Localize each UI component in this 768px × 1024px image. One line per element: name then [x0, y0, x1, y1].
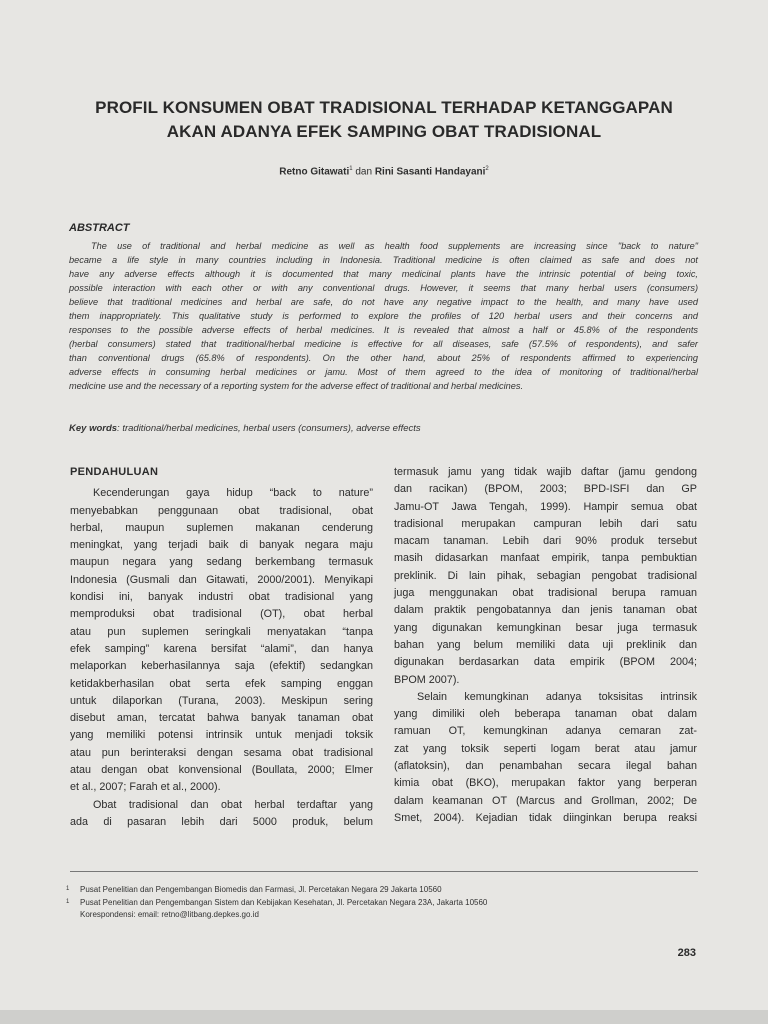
author-name: Retno Gitawati — [279, 166, 350, 178]
abstract-line: them inappropriately. This qualitative study is performed to explore the profiles of 120 herbal users and their concerns and — [69, 311, 698, 321]
right-column — [394, 464, 697, 827]
body-line: atau pun suplemen seringkali menyatakan “tanpa — [70, 625, 373, 638]
abstract-body — [69, 239, 698, 393]
body-line: kimia obat (BKO), merupakan faktor yang berperan — [394, 777, 697, 790]
body-line: yang digunakan kemungkinan besar juga termasuk — [394, 621, 697, 634]
body-line: Obat tradisional dan obat herbal terdaftar yang — [93, 798, 373, 811]
body-line: masih didasarkan manfaat empirik, tanpa pembuktian — [394, 552, 697, 565]
affiliation-mark: 1 — [349, 166, 353, 172]
body-line: yang dimiliki oleh beberapa tanaman obat dalam — [394, 708, 697, 721]
abstract-line: have any adverse effects although it is documented that many medicinal plants have the intrinsic potential of being toxic, — [69, 269, 698, 279]
body-line: Smet, 2004). Kejadian tidak diinginkan berupa reaksi — [394, 811, 697, 824]
body-line: dalam keamanan OT (Marcus and Grollman, 2002; De — [394, 794, 697, 807]
footnote-text: Pusat Penelitian dan Pengembangan Sistem dan Kebijakan Kesehatan, Jl. Percetakan Negara 23A, Jakarta 10560 — [80, 898, 488, 907]
footnote — [66, 884, 706, 895]
abstract-line: than conventional drugs (65.8% of respondents). On the other hand, about 25% of respondents affirmed to experiencing — [69, 353, 698, 363]
footnote — [66, 897, 706, 908]
body-line: Indonesia (Gusmali dan Gitawati, 2000/2001). Menyikapi — [70, 573, 373, 586]
body-line: melaporkan keberhasilannya saja (efektif) sedangkan — [70, 660, 373, 673]
footnote-mark: 1 — [66, 899, 70, 905]
body-line: Kecenderungan gaya hidup “back to nature” — [93, 487, 373, 500]
abstract-heading: ABSTRACT — [69, 222, 130, 234]
abstract-line: believe that traditional medicines and herbal are safe, do not have any negative impact to the health, and many have used — [69, 297, 698, 307]
body-line: macam tanaman. Lebih dari 90% produk tersebut — [394, 535, 697, 548]
title-line: PROFIL KONSUMEN OBAT TRADISIONAL TERHADAP KETANGGAPAN — [95, 98, 673, 117]
body-line: meningkat, yang terjadi baik di banyak negara maju — [70, 539, 373, 552]
body-line: zat yang toksik seperti logam berat atau jamur — [394, 742, 697, 755]
footnote-rule — [70, 871, 698, 872]
scan-edge — [0, 1010, 768, 1024]
body-line: yang memiliki potensi intrinsik untuk menjadi toksik — [70, 729, 373, 742]
section-heading: PENDAHULUAN — [70, 466, 159, 478]
keywords-text: : traditional/herbal medicines, herbal users (consumers), adverse effects — [117, 423, 421, 434]
body-line: herbal, maupun suplemen makanan cenderung — [70, 521, 373, 534]
paper-title — [60, 96, 708, 144]
abstract-line: became a life style in many countries including in Indonesia. Traditional medicine is often claimed as safe and does not — [69, 255, 698, 265]
body-line: tradisional merupakan campuran lebih dari satu — [394, 517, 697, 530]
body-line: preklinik. Di lain pihak, sebagian pengobat tradisional — [394, 569, 697, 582]
body-line: termasuk jamu yang tidak wajib daftar (jamu gendong — [394, 466, 697, 478]
body-line: Jamu-OT Jawa Tengah, 1999). Hampir semua obat — [394, 500, 697, 513]
body-line: bahan yang belum memiliki data uji preklinik dan — [394, 638, 697, 651]
keywords-label: Key words — [69, 423, 118, 434]
body-line: atau pun berinteraksi dengan sesama obat tradisional — [70, 746, 373, 759]
body-line: digunakan berdasarkan data empirik (BPOM 2004; — [394, 656, 697, 669]
abstract-line: responses to the possible adverse effects of herbal medicines. It is revealed that almost a half or 45.8% of the respondents — [69, 325, 698, 335]
keywords — [69, 423, 698, 434]
abstract-line: medicine use and the necessary of a reporting system for the adverse effect of traditional and herbal medicines. — [69, 381, 524, 391]
left-column — [70, 464, 373, 831]
body-line: Selain kemungkinan adanya toksisitas intrinsik — [417, 690, 697, 703]
body-line: kondisi ini, banyak industri obat tradisional yang — [70, 591, 373, 604]
body-line: dan racikan) (BPOM, 2003; BPD-ISFI dan GP — [394, 483, 697, 496]
title-line: AKAN ADANYA EFEK SAMPING OBAT TRADISIONAL — [166, 122, 602, 141]
body-line: (aflatoksin), dan penambahan secara ilegal bahan — [394, 760, 697, 773]
abstract-line: (herbal consumers) stated that traditional/herbal medicine is effective for all diseases, safe (57.5% of respondents), and safer — [69, 339, 698, 349]
body-line: atau dengan obat konvensional (Boullata, 2000; Elmer — [70, 764, 373, 777]
body-line: juga menggunakan obat tradisional berupa ramuan — [394, 587, 697, 600]
author-line — [60, 166, 708, 177]
footnote-mark: 1 — [66, 886, 70, 892]
body-line: ada di pasaran lebih dari 5000 produk, belum — [70, 815, 373, 828]
abstract-line: The use of traditional and herbal medicine as well as health food supplements are increasing since "back to nature" — [91, 241, 698, 251]
body-line: disebut aman, tercatat bahwa banyak tanaman obat — [70, 712, 373, 725]
abstract-line: adverse effects in consuming herbal medicines or jamu. Most of them agreed to the idea of monitoring of traditional/herbal — [69, 367, 698, 377]
body-line: maupun negara yang sedang berkembang termasuk — [70, 556, 373, 569]
body-line: ramuan OT, kemungkinan adanya cemaran zat- — [394, 725, 697, 738]
body-line: ketidakberhasilan obat serta efek samping enggan — [70, 677, 373, 690]
author-name: Rini Sasanti Handayani — [374, 166, 486, 178]
page-number: 283 — [677, 947, 696, 959]
body-line: untuk dilaporkan (Turana, 2003). Meskipun sering — [70, 694, 373, 707]
author-connector: dan — [355, 166, 373, 178]
body-line: dalam praktik pengobatannya dan jenis tanaman obat — [394, 604, 697, 617]
body-line: memproduksi obat tradisional (OT), obat herbal — [70, 608, 373, 621]
footnote-text: Korespondensi: email: retno@litbang.depkes.go.id — [80, 910, 259, 919]
body-line: menyebabkan penggunaan obat tradisional, obat — [70, 504, 373, 517]
affiliation-mark: 2 — [485, 166, 489, 172]
body-line: et al., 2007; Farah et al., 2000). — [70, 781, 221, 794]
body-line: efek samping” karena bersifat “alami”, dan hanya — [70, 642, 373, 655]
abstract-line: possible interaction with each other or with any conventional drugs. However, it seems that many herbal users (consumers) — [69, 283, 698, 293]
body-line: BPOM 2007). — [394, 673, 460, 686]
footnote — [66, 909, 706, 920]
footnote-text: Pusat Penelitian dan Pengembangan Biomedis dan Farmasi, Jl. Percetakan Negara 29 Jakarta 10560 — [80, 885, 442, 894]
